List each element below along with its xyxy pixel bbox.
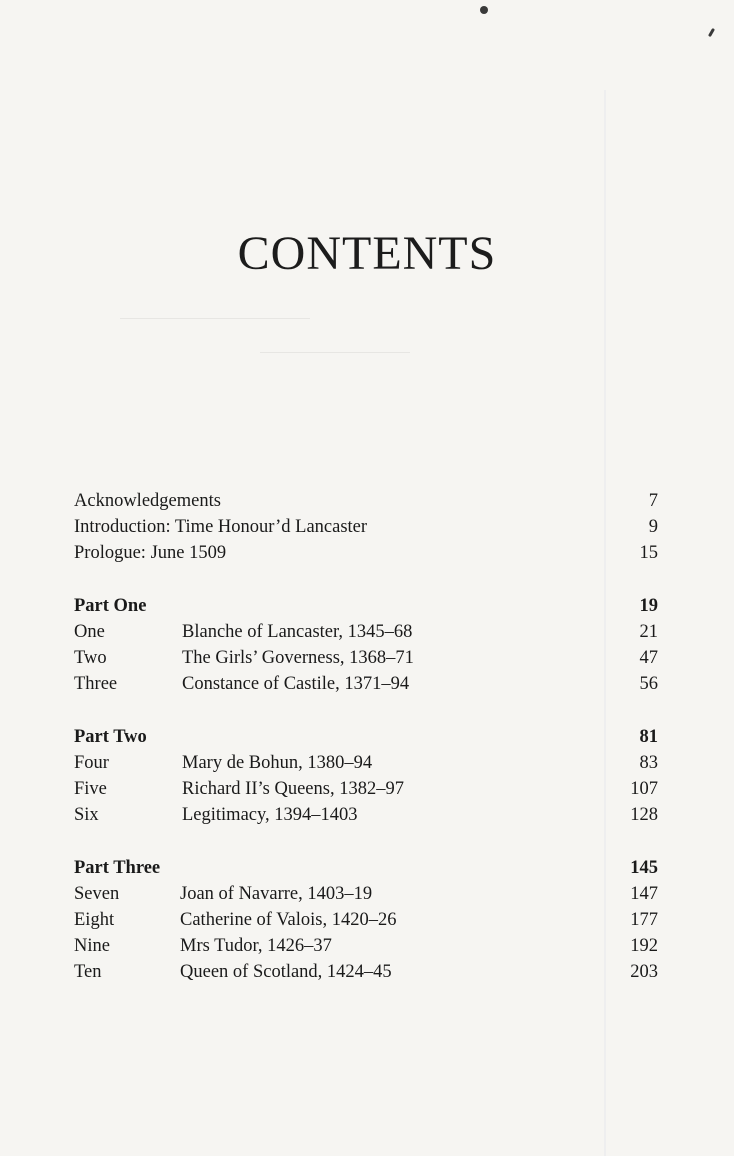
- chapter-page: 47: [639, 648, 658, 668]
- chapter-page: 128: [630, 805, 658, 825]
- toc-entry-title: Acknowledgements: [74, 491, 221, 511]
- part-label: Part One: [74, 596, 147, 616]
- part-page: 145: [630, 858, 658, 878]
- toc-chapter-five: [74, 776, 658, 802]
- chapter-number: Four: [74, 753, 109, 773]
- toc-part-one: [74, 593, 658, 619]
- chapter-number: Five: [74, 779, 107, 799]
- part-page: 19: [639, 596, 658, 616]
- toc-entry-title: Introduction: Time Honour’d Lancaster: [74, 517, 368, 537]
- toc-chapter-four: [74, 750, 658, 776]
- chapter-title: Mrs Tudor, 1426–37: [180, 936, 332, 956]
- chapter-title: Blanche of Lancaster, 1345–68: [182, 622, 413, 642]
- toc-part-three: [74, 855, 658, 881]
- toc-chapter-ten: [74, 959, 658, 985]
- chapter-page: 192: [630, 936, 658, 956]
- chapter-title: Legitimacy, 1394–1403: [182, 805, 358, 825]
- part-label: Part Two: [74, 727, 147, 747]
- chapter-page: 21: [639, 622, 658, 642]
- toc-chapter-one: [74, 619, 658, 645]
- page-title: CONTENTS: [237, 227, 497, 280]
- chapter-number: Six: [74, 805, 99, 825]
- chapter-title: Joan of Navarre, 1403–19: [180, 884, 373, 904]
- toc-chapter-seven: [74, 881, 658, 907]
- toc-entry-page: 15: [639, 543, 658, 563]
- chapter-title: Richard II’s Queens, 1382–97: [182, 779, 404, 799]
- chapter-number: Eight: [74, 910, 115, 930]
- toc-entry-acknowledgements: [74, 488, 658, 514]
- chapter-title: Queen of Scotland, 1424–45: [180, 962, 392, 982]
- toc-chapter-two: [74, 645, 658, 671]
- toc-entry-prologue: [74, 540, 658, 566]
- toc-chapter-eight: [74, 907, 658, 933]
- chapter-page: 147: [630, 884, 658, 904]
- chapter-page: 56: [639, 674, 658, 694]
- toc-entry-introduction: [74, 514, 658, 540]
- chapter-page: 83: [639, 753, 658, 773]
- chapter-number: Three: [74, 674, 118, 694]
- part-label: Part Three: [74, 858, 161, 878]
- chapter-title: Catherine of Valois, 1420–26: [180, 910, 397, 930]
- chapter-number: Ten: [74, 962, 102, 982]
- chapter-title: Mary de Bohun, 1380–94: [182, 753, 373, 773]
- toc-chapter-six: [74, 802, 658, 828]
- chapter-number: Two: [74, 648, 107, 668]
- toc-chapter-nine: [74, 933, 658, 959]
- chapter-number: Seven: [74, 884, 120, 904]
- chapter-page: 177: [630, 910, 658, 930]
- toc-chapter-three: [74, 671, 658, 697]
- chapter-number: Nine: [74, 936, 110, 956]
- chapter-page: 107: [630, 779, 658, 799]
- table-of-contents: [74, 488, 658, 985]
- chapter-title: Constance of Castile, 1371–94: [182, 674, 410, 694]
- chapter-title: The Girls’ Governess, 1368–71: [182, 648, 414, 668]
- part-page: 81: [639, 727, 658, 747]
- chapter-page: 203: [630, 962, 658, 982]
- toc-entry-page: 7: [648, 491, 658, 511]
- toc-part-two: [74, 724, 658, 750]
- toc-entry-page: 9: [648, 517, 658, 537]
- chapter-number: One: [74, 622, 105, 642]
- toc-entry-title: Prologue: June 1509: [74, 543, 227, 563]
